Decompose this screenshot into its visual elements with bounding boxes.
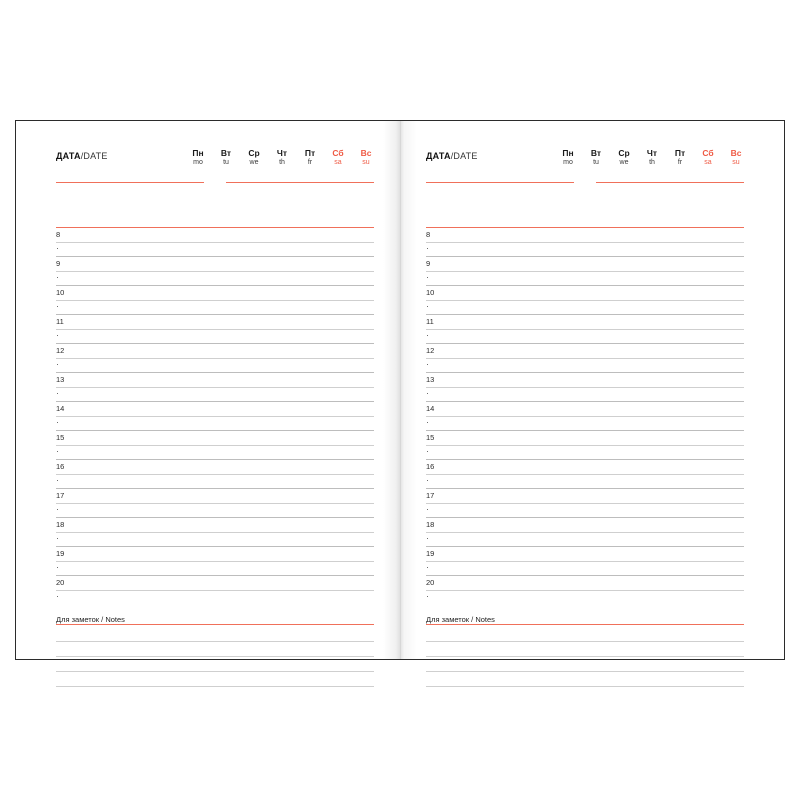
half-hour-mark: ·: [56, 329, 59, 340]
weekday-ru: Чт: [276, 148, 288, 158]
schedule-row-hour[interactable]: [56, 314, 374, 329]
hour-label: 18: [426, 520, 435, 529]
date-label-en: DATE: [83, 151, 108, 161]
hour-label: 12: [426, 346, 435, 355]
schedule-row-hour[interactable]: [426, 227, 744, 242]
date-label-ru: ДАТА: [426, 151, 451, 161]
schedule-row-half[interactable]: [56, 329, 374, 344]
hour-label: 12: [56, 346, 65, 355]
schedule-row-half[interactable]: [56, 561, 374, 576]
schedule-row-half[interactable]: [426, 416, 744, 431]
notes-line[interactable]: [426, 642, 744, 657]
date-write-line-left[interactable]: [56, 182, 204, 183]
half-hour-mark: ·: [426, 300, 429, 311]
half-hour-mark: ·: [426, 358, 429, 369]
hour-label: 10: [426, 288, 435, 297]
schedule-row-hour[interactable]: [426, 372, 744, 387]
weekday-en: su: [732, 158, 740, 166]
date-label-ru: ДАТА: [56, 151, 81, 161]
hour-label: 19: [56, 549, 65, 558]
half-hour-mark: ·: [56, 242, 59, 253]
hour-label: 14: [56, 404, 65, 413]
weekday-en: th: [279, 158, 285, 166]
weekday-tu-left[interactable]: [218, 149, 234, 167]
half-hour-mark: ·: [56, 474, 59, 485]
weekday-en: tu: [223, 158, 229, 166]
schedule-row-hour[interactable]: [426, 343, 744, 358]
schedule-row-half[interactable]: [56, 271, 374, 286]
weekday-en: su: [362, 158, 370, 166]
date-label-sep: /: [450, 151, 454, 161]
hour-label: 9: [426, 259, 431, 268]
notes-label: Для заметок / Notes: [56, 615, 129, 624]
notes-section-left: [56, 615, 374, 687]
schedule-row-half[interactable]: [426, 561, 744, 576]
date-label-en: DATE: [453, 151, 478, 161]
weekday-en: mo: [563, 158, 573, 166]
schedule-row-half[interactable]: [56, 416, 374, 431]
schedule-row-hour[interactable]: [56, 546, 374, 561]
weekday-ru: Пн: [192, 148, 204, 158]
weekday-th-left[interactable]: [274, 149, 290, 167]
schedule-row-half[interactable]: [426, 242, 744, 257]
half-hour-mark: ·: [56, 590, 59, 601]
half-hour-mark: ·: [426, 329, 429, 340]
hour-label: 13: [426, 375, 435, 384]
weekday-en: mo: [193, 158, 203, 166]
schedule-grid-right: [426, 227, 744, 604]
hour-label: 13: [56, 375, 65, 384]
notes-line[interactable]: [56, 642, 374, 657]
hour-label: 14: [426, 404, 435, 413]
weekday-sa-right[interactable]: [700, 149, 716, 167]
schedule-row-hour[interactable]: [56, 430, 374, 445]
schedule-row-hour[interactable]: [426, 488, 744, 503]
date-label-left: [56, 151, 108, 161]
hour-label: 19: [426, 549, 435, 558]
weekday-th-right[interactable]: [644, 149, 660, 167]
weekday-ru: Вт: [220, 148, 232, 158]
weekday-ru: Вс: [730, 148, 742, 158]
schedule-row-hour[interactable]: [56, 285, 374, 300]
schedule-row-half[interactable]: [56, 358, 374, 373]
schedule-row-hour[interactable]: [56, 401, 374, 416]
notes-header-right: [426, 615, 744, 627]
date-label-right: [426, 151, 478, 161]
schedule-row-half[interactable]: [426, 271, 744, 286]
notes-accent-rule: [56, 624, 374, 625]
half-hour-mark: ·: [426, 503, 429, 514]
weekday-en: th: [649, 158, 655, 166]
hour-label: 16: [56, 462, 65, 471]
schedule-row-half[interactable]: [426, 474, 744, 489]
weekday-ru: Ср: [618, 148, 630, 158]
page-fold-line: [400, 121, 401, 659]
weekday-fr-left[interactable]: [302, 149, 318, 167]
schedule-row-half[interactable]: [56, 242, 374, 257]
notes-accent-rule: [426, 624, 744, 625]
weekday-selector-left: [190, 149, 374, 167]
half-hour-mark: ·: [56, 271, 59, 282]
schedule-row-half[interactable]: [56, 445, 374, 460]
weekday-en: we: [619, 158, 629, 166]
half-hour-mark: ·: [56, 416, 59, 427]
half-hour-mark: ·: [426, 445, 429, 456]
hour-label: 8: [426, 230, 431, 239]
half-hour-mark: ·: [56, 300, 59, 311]
schedule-row-half[interactable]: [56, 387, 374, 402]
schedule-row-half[interactable]: [56, 503, 374, 518]
hour-label: 17: [56, 491, 65, 500]
half-hour-mark: ·: [426, 590, 429, 601]
schedule-row-half[interactable]: [56, 590, 374, 605]
hour-label: 10: [56, 288, 65, 297]
weekday-ru: Ср: [248, 148, 260, 158]
schedule-row-hour[interactable]: [426, 285, 744, 300]
weekday-ru: Сб: [702, 148, 714, 158]
weekday-mo-right[interactable]: [560, 149, 576, 167]
schedule-row-half[interactable]: [426, 445, 744, 460]
weekday-su-left[interactable]: [358, 149, 374, 167]
planner-page-right: [400, 121, 784, 659]
schedule-row-half[interactable]: [56, 300, 374, 315]
weekday-sa-left[interactable]: [330, 149, 346, 167]
schedule-row-hour[interactable]: [426, 575, 744, 590]
half-hour-mark: ·: [56, 387, 59, 398]
half-hour-mark: ·: [426, 561, 429, 572]
schedule-row-half[interactable]: [426, 300, 744, 315]
weekday-we-right[interactable]: [616, 149, 632, 167]
schedule-row-hour[interactable]: [426, 430, 744, 445]
hour-label: 9: [56, 259, 61, 268]
half-hour-mark: ·: [56, 358, 59, 369]
notes-line[interactable]: [426, 672, 744, 687]
half-hour-mark: ·: [56, 445, 59, 456]
half-hour-mark: ·: [426, 416, 429, 427]
hour-label: 8: [56, 230, 61, 239]
schedule-row-hour[interactable]: [56, 343, 374, 358]
weekday-su-right[interactable]: [728, 149, 744, 167]
weekday-selector-right: [560, 149, 744, 167]
spread-frame: [15, 120, 785, 660]
hour-label: 17: [426, 491, 435, 500]
schedule-row-hour[interactable]: [56, 372, 374, 387]
schedule-row-half[interactable]: [426, 590, 744, 605]
half-hour-mark: ·: [426, 387, 429, 398]
schedule-row-hour[interactable]: [56, 488, 374, 503]
weekday-tu-right[interactable]: [588, 149, 604, 167]
hour-label: 18: [56, 520, 65, 529]
schedule-row-half[interactable]: [426, 532, 744, 547]
weekday-en: sa: [334, 158, 342, 166]
half-hour-mark: ·: [56, 561, 59, 572]
notes-line[interactable]: [56, 672, 374, 687]
notes-line[interactable]: [426, 657, 744, 672]
schedule-row-half[interactable]: [56, 532, 374, 547]
weekday-en: sa: [704, 158, 712, 166]
weekday-write-line-right[interactable]: [596, 182, 744, 183]
schedule-row-hour[interactable]: [426, 546, 744, 561]
weekday-we-left[interactable]: [246, 149, 262, 167]
schedule-row-hour[interactable]: [56, 256, 374, 271]
schedule-row-hour[interactable]: [426, 401, 744, 416]
schedule-row-hour[interactable]: [56, 459, 374, 474]
schedule-row-hour[interactable]: [56, 575, 374, 590]
hour-label: 20: [426, 578, 435, 587]
schedule-row-hour[interactable]: [426, 459, 744, 474]
notes-label: Для заметок / Notes: [426, 615, 499, 624]
weekday-ru: Вс: [360, 148, 372, 158]
schedule-row-half[interactable]: [56, 474, 374, 489]
schedule-row-half[interactable]: [426, 503, 744, 518]
schedule-row-hour[interactable]: [56, 227, 374, 242]
planner-page-left: [16, 121, 400, 659]
hour-label: 15: [426, 433, 435, 442]
date-write-line-right[interactable]: [426, 182, 574, 183]
weekday-fr-right[interactable]: [672, 149, 688, 167]
half-hour-mark: ·: [56, 532, 59, 543]
schedule-row-half[interactable]: [426, 358, 744, 373]
half-hour-mark: ·: [426, 474, 429, 485]
hour-label: 16: [426, 462, 435, 471]
schedule-row-hour[interactable]: [426, 256, 744, 271]
page-header-left: [56, 149, 374, 201]
hour-label: 15: [56, 433, 65, 442]
hour-label: 20: [56, 578, 65, 587]
schedule-row-hour[interactable]: [426, 314, 744, 329]
schedule-row-hour[interactable]: [426, 517, 744, 532]
weekday-mo-left[interactable]: [190, 149, 206, 167]
half-hour-mark: ·: [56, 503, 59, 514]
schedule-row-half[interactable]: [426, 329, 744, 344]
weekday-en: tu: [593, 158, 599, 166]
weekday-ru: Пн: [562, 148, 574, 158]
weekday-en: fr: [307, 158, 313, 166]
weekday-ru: Пт: [674, 148, 686, 158]
weekday-en: we: [249, 158, 259, 166]
weekday-en: fr: [677, 158, 683, 166]
weekday-ru: Сб: [332, 148, 344, 158]
weekday-ru: Вт: [590, 148, 602, 158]
notes-line[interactable]: [426, 627, 744, 642]
hour-label: 11: [426, 317, 434, 326]
weekday-ru: Пт: [304, 148, 316, 158]
notes-line[interactable]: [56, 627, 374, 642]
half-hour-mark: ·: [426, 242, 429, 253]
hour-label: 11: [56, 317, 64, 326]
notes-section-right: [426, 615, 744, 687]
schedule-row-half[interactable]: [426, 387, 744, 402]
half-hour-mark: ·: [426, 532, 429, 543]
date-label-sep: /: [80, 151, 84, 161]
half-hour-mark: ·: [426, 271, 429, 282]
notes-header-left: [56, 615, 374, 627]
weekday-ru: Чт: [646, 148, 658, 158]
weekday-write-line-left[interactable]: [226, 182, 374, 183]
schedule-row-hour[interactable]: [56, 517, 374, 532]
notes-line[interactable]: [56, 657, 374, 672]
schedule-grid-left: [56, 227, 374, 604]
page-header-right: [426, 149, 744, 201]
